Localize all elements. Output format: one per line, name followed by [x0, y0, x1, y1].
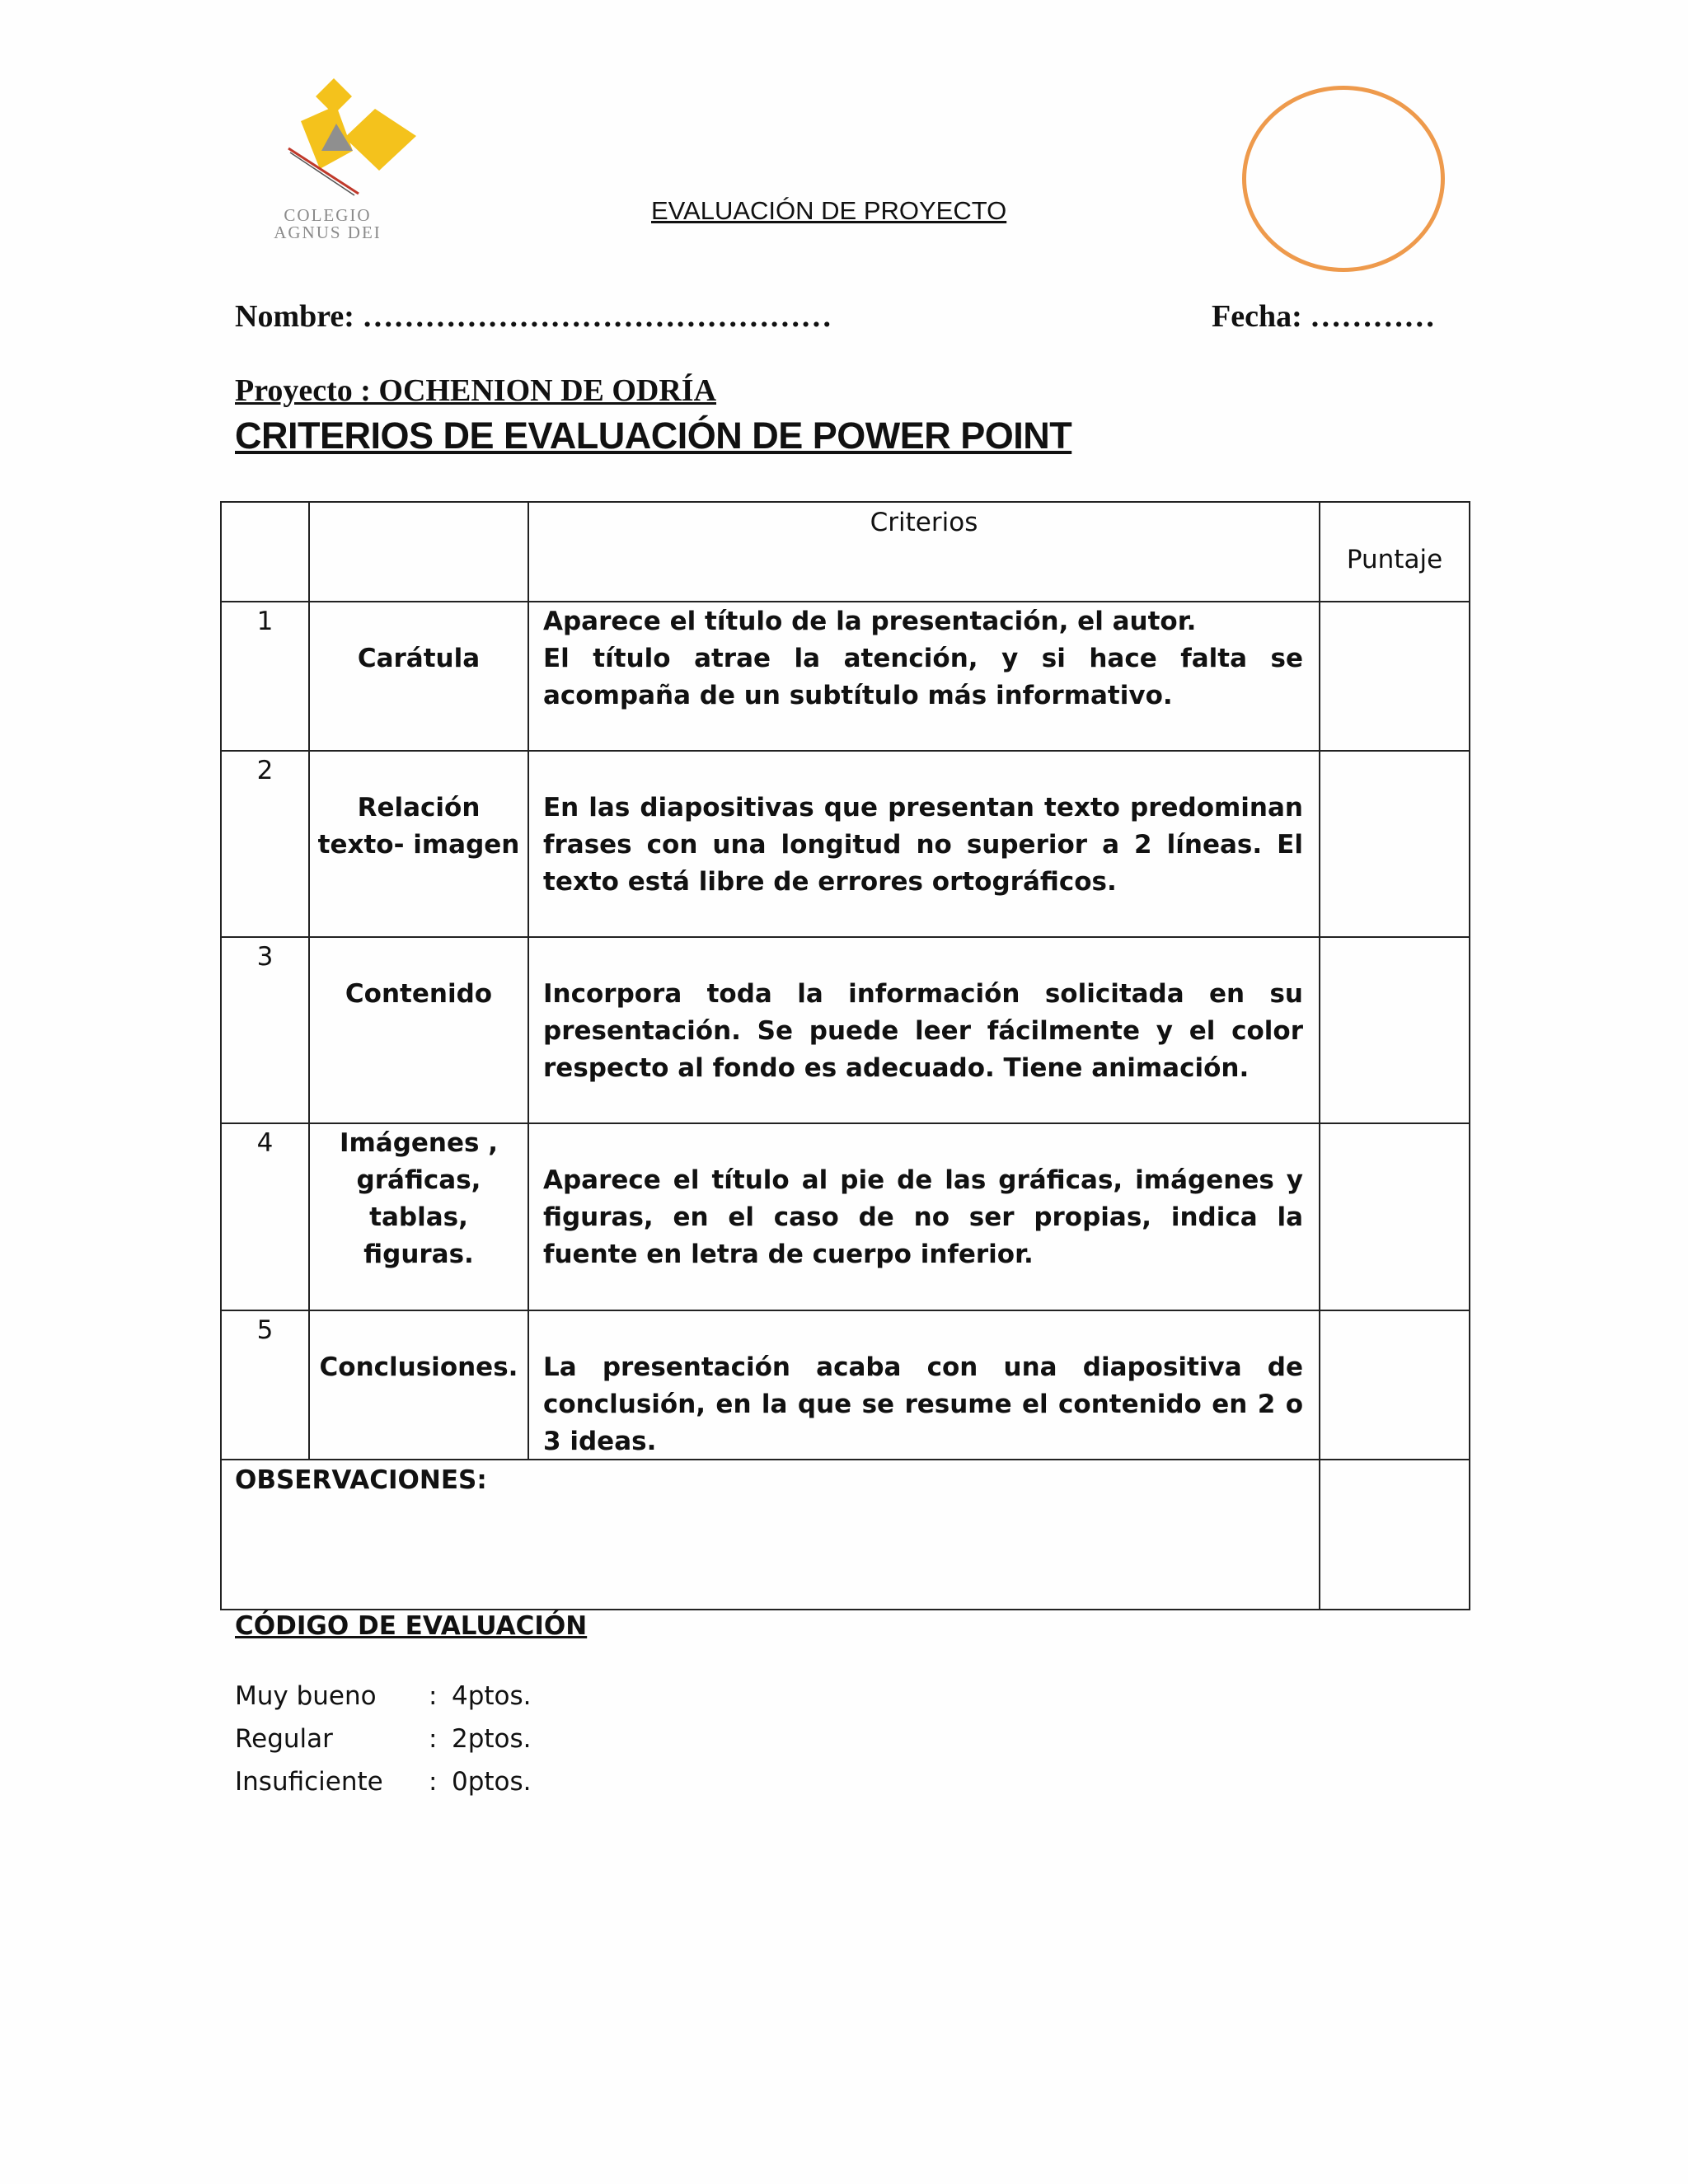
- score-header: Puntaje: [1346, 545, 1443, 574]
- criterion-description: La presentación acaba con una diapositiva de conclusión, en la que se resume el contenido en 2 o 3 ideas.: [543, 1352, 1303, 1456]
- grading-points: 2ptos.: [452, 1724, 532, 1754]
- date-field-label: Fecha: …………: [1212, 299, 1436, 334]
- criterion-description: Aparece el título al pie de las gráficas, imágenes y figuras, en el caso de no ser propias, indica la fuente en letra de cuerpo inferior.: [543, 1165, 1303, 1269]
- rubric-heading: CRITERIOS DE EVALUACIÓN DE POWER POINT: [235, 415, 1072, 457]
- table-row-divider: [220, 936, 1470, 938]
- criterion-description: En las diapositivas que presentan texto predominan frases con una longitud no superior a 2 líneas. El texto está libre de errores ortográficos.: [543, 793, 1303, 897]
- criterion-description: Incorpora toda la información solicitada en su presentación. Se puede leer fácilmente y el color respecto al fondo es adecuado. Tiene animación.: [543, 979, 1303, 1083]
- school-logo: [272, 78, 437, 251]
- logo-text-line1: COLEGIO: [284, 205, 372, 225]
- score-cell[interactable]: [1320, 752, 1469, 936]
- name-field-label: Nombre: ………………………………………: [235, 299, 832, 334]
- total-score-cell[interactable]: [1320, 1460, 1469, 1609]
- criteria-header: Criterios: [870, 508, 978, 537]
- grading-code-title: CÓDIGO DE EVALUACIÓN: [235, 1611, 588, 1641]
- grading-separator: :: [429, 1724, 438, 1754]
- project-label: Proyecto : OCHENION DE ODRÍA: [235, 373, 717, 408]
- criterion-description: Aparece el título de la presentación, el autor.: [543, 607, 1197, 636]
- grading-level-label: Insuficiente: [235, 1767, 383, 1797]
- grading-points: 4ptos.: [452, 1681, 532, 1711]
- criterion-number: 1: [256, 607, 274, 636]
- table-row-divider: [220, 601, 1470, 602]
- table-border-left: [220, 501, 222, 1610]
- criterion-number: 3: [256, 942, 274, 972]
- grade-circle: [1242, 86, 1445, 272]
- criterion-name: Carátula: [357, 644, 481, 673]
- rubric-table: [220, 501, 1470, 1610]
- document-title: EVALUACIÓN DE PROYECTO: [651, 196, 1007, 225]
- criterion-name: gráficas,: [356, 1165, 481, 1195]
- grading-level-label: Regular: [235, 1724, 333, 1754]
- criterion-name: Conclusiones.: [319, 1352, 518, 1382]
- score-cell[interactable]: [1320, 1124, 1469, 1310]
- criterion-number: 2: [256, 756, 274, 785]
- grading-level-label: Muy bueno: [235, 1681, 377, 1711]
- table-border-right: [1469, 501, 1470, 1610]
- table-row-divider: [220, 1122, 1470, 1124]
- criterion-number: 4: [256, 1128, 274, 1158]
- score-cell[interactable]: [1320, 938, 1469, 1122]
- school-logo-emblem-icon: [272, 78, 437, 202]
- grading-separator: :: [429, 1681, 438, 1711]
- criterion-name: Imágenes ,: [339, 1128, 499, 1158]
- criterion-name: Relación: [357, 793, 481, 823]
- score-cell[interactable]: [1320, 602, 1469, 750]
- table-row-divider: [220, 1310, 1470, 1311]
- score-cell[interactable]: [1320, 1311, 1469, 1459]
- table-row-divider: [220, 750, 1470, 752]
- grading-points: 0ptos.: [452, 1767, 532, 1797]
- criterion-number: 5: [256, 1315, 274, 1345]
- logo-text-line2: AGNUS DEI: [274, 223, 382, 242]
- criterion-name: Contenido: [345, 979, 493, 1009]
- table-column-divider: [528, 501, 529, 1460]
- criterion-name: tablas, figuras.: [363, 1202, 474, 1269]
- criterion-name: texto- imagen: [317, 830, 520, 860]
- table-border-bottom: [220, 1609, 1470, 1610]
- observations-label: OBSERVACIONES:: [235, 1465, 487, 1495]
- criterion-description: El título atrae la atención, y si hace falta se acompaña de un subtítulo más informativo.: [543, 644, 1303, 710]
- grading-separator: :: [429, 1767, 438, 1797]
- observations-field[interactable]: [222, 1460, 1319, 1609]
- table-border-top: [220, 501, 1470, 503]
